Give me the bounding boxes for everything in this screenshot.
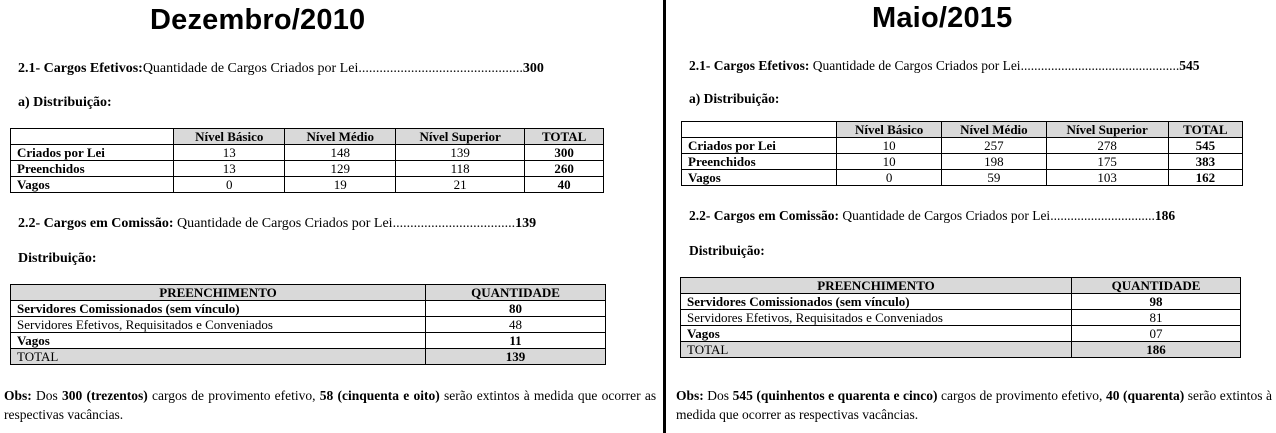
- cell-quantidade: 186: [1072, 342, 1241, 358]
- header-nivel-medio: Nível Médio: [285, 129, 395, 145]
- cell-total: 545: [1168, 138, 1242, 154]
- cell-quantidade: 80: [426, 301, 606, 317]
- cargos-efetivos-label: 2.1- Cargos Efetivos:: [689, 58, 810, 73]
- row-label: TOTAL: [11, 349, 426, 365]
- cell-total: 260: [525, 161, 604, 177]
- cell-superior: 175: [1046, 154, 1168, 170]
- header-nivel-basico: Nível Básico: [837, 122, 942, 138]
- cargos-comissao-table: [680, 277, 1241, 358]
- table-header-row: [681, 278, 1241, 294]
- table-header-row: [11, 285, 606, 301]
- cell-superior: 139: [395, 145, 524, 161]
- cell-basico: 0: [837, 170, 942, 186]
- obs-number-2: 58 (cinquenta e oito): [319, 388, 440, 403]
- cell-medio: 257: [942, 138, 1046, 154]
- table-row: [11, 177, 604, 193]
- cell-superior: 21: [395, 177, 524, 193]
- cargos-comissao-total: 139: [515, 216, 537, 231]
- header-nivel-superior: Nível Superior: [395, 129, 524, 145]
- cell-quantidade: 98: [1072, 294, 1241, 310]
- cell-basico: 0: [174, 177, 285, 193]
- cell-total: 162: [1168, 170, 1242, 186]
- cargos-comissao-text: Quantidade de Cargos Criados por Lei: [177, 216, 393, 231]
- dot-leader: ...............................................: [1020, 58, 1180, 73]
- header-total: TOTAL: [525, 129, 604, 145]
- cargos-comissao-table: [10, 284, 606, 365]
- cell-quantidade: 11: [426, 333, 606, 349]
- header-preenchimento: PREENCHIMENTO: [681, 278, 1072, 294]
- distribuicao-heading-2: Distribuição:: [689, 243, 765, 258]
- obs-number-1: 545 (quinhentos e quarenta e cinco): [732, 388, 938, 403]
- cargos-comissao-label: 2.2- Cargos em Comissão:: [689, 208, 839, 223]
- header-quantidade: QUANTIDADE: [1072, 278, 1241, 294]
- distribuicao-heading: a) Distribuição:: [689, 91, 780, 106]
- panel-title: Dezembro/2010: [150, 4, 366, 36]
- obs-note: [676, 386, 1272, 424]
- cell-basico: 13: [174, 161, 285, 177]
- cargos-efetivos-line: [689, 58, 1199, 74]
- row-label: Vagos: [681, 326, 1072, 342]
- header-nivel-superior: Nível Superior: [1046, 122, 1168, 138]
- header-nivel-basico: Nível Básico: [174, 129, 285, 145]
- cell-superior: 118: [395, 161, 524, 177]
- dot-leader: ...................................: [392, 216, 516, 231]
- header-quantidade: QUANTIDADE: [426, 285, 606, 301]
- cell-quantidade: 81: [1072, 310, 1241, 326]
- obs-text-2: cargos de provimento efetivo,: [941, 388, 1103, 403]
- row-label: Servidores Efetivos, Requisitados e Conveniados: [11, 317, 426, 333]
- cargos-comissao-label: 2.2- Cargos em Comissão:: [18, 216, 174, 231]
- row-label: Vagos: [11, 177, 174, 193]
- cargos-comissao-text: Quantidade de Cargos Criados por Lei: [842, 208, 1051, 223]
- cell-basico: 10: [837, 154, 942, 170]
- panel-maio-2015: [668, 0, 1276, 433]
- table-row: [11, 145, 604, 161]
- row-label: Servidores Comissionados (sem vínculo): [681, 294, 1072, 310]
- panel-title: Maio/2015: [872, 2, 1013, 34]
- table-row: [682, 138, 1243, 154]
- row-label: Criados por Lei: [682, 138, 837, 154]
- table-row: [11, 317, 606, 333]
- cell-quantidade: 139: [426, 349, 606, 365]
- distribuicao-heading: a) Distribuição:: [18, 95, 112, 110]
- cell-quantidade: 48: [426, 317, 606, 333]
- cell-medio: 148: [285, 145, 395, 161]
- cargos-efetivos-total: 300: [522, 61, 544, 76]
- cell-quantidade: 07: [1072, 326, 1241, 342]
- cell-medio: 19: [285, 177, 395, 193]
- cell-total: 300: [525, 145, 604, 161]
- row-label: Servidores Efetivos, Requisitados e Conveniados: [681, 310, 1072, 326]
- row-label: Servidores Comissionados (sem vínculo): [11, 301, 426, 317]
- cell-superior: 103: [1046, 170, 1168, 186]
- row-label: TOTAL: [681, 342, 1072, 358]
- cell-medio: 59: [942, 170, 1046, 186]
- row-label: Criados por Lei: [11, 145, 174, 161]
- cargos-efetivos-line: [18, 61, 544, 77]
- row-label: Vagos: [682, 170, 837, 186]
- table-row: [681, 294, 1241, 310]
- dot-leader: ...............................................: [358, 61, 523, 76]
- cell-basico: 13: [174, 145, 285, 161]
- cargos-efetivos-text: Quantidade de Cargos Criados por Lei: [812, 58, 1021, 73]
- table-header-row: [682, 122, 1243, 138]
- panel-divider: [663, 0, 666, 433]
- cell-superior: 278: [1046, 138, 1168, 154]
- cell-basico: 10: [837, 138, 942, 154]
- cargos-comissao-line: [18, 216, 536, 232]
- cell-medio: 129: [285, 161, 395, 177]
- header-blank: [682, 122, 837, 138]
- obs-text-1: Dos: [36, 388, 58, 403]
- cargos-efetivos-label: 2.1- Cargos Efetivos:: [18, 61, 143, 76]
- header-preenchimento: PREENCHIMENTO: [11, 285, 426, 301]
- row-label: Preenchidos: [11, 161, 174, 177]
- table-total-row: [11, 349, 606, 365]
- table-total-row: [681, 342, 1241, 358]
- obs-note: [4, 386, 656, 424]
- cargos-efetivos-total: 545: [1179, 58, 1200, 73]
- obs-prefix: Obs:: [676, 388, 704, 403]
- obs-text-3: serão extintos à medida que ocorrer as respectivas vacâncias.: [676, 388, 1273, 422]
- table-row: [11, 301, 606, 317]
- cargos-efetivos-table: [681, 121, 1243, 186]
- cargos-comissao-total: 186: [1154, 208, 1176, 223]
- header-total: TOTAL: [1168, 122, 1242, 138]
- table-row: [681, 326, 1241, 342]
- cell-total: 383: [1168, 154, 1242, 170]
- cargos-comissao-line: [689, 208, 1175, 224]
- obs-text-3: serão extintos à medida que ocorrer as respectivas vacâncias.: [4, 388, 657, 422]
- table-row: [682, 170, 1243, 186]
- table-header-row: [11, 129, 604, 145]
- table-row: [681, 310, 1241, 326]
- distribuicao-heading-2: Distribuição:: [18, 251, 97, 266]
- obs-prefix: Obs:: [4, 388, 32, 403]
- cell-medio: 198: [942, 154, 1046, 170]
- header-blank: [11, 129, 174, 145]
- obs-text-2: cargos de provimento efetivo,: [152, 388, 316, 403]
- table-row: [682, 154, 1243, 170]
- cargos-efetivos-text: Quantidade de Cargos Criados por Lei: [142, 61, 359, 76]
- obs-number-2: 40 (quarenta): [1105, 388, 1185, 403]
- row-label: Preenchidos: [682, 154, 837, 170]
- table-row: [11, 161, 604, 177]
- obs-text-1: Dos: [707, 388, 730, 403]
- row-label: Vagos: [11, 333, 426, 349]
- obs-number-1: 300 (trezentos): [62, 388, 148, 403]
- table-row: [11, 333, 606, 349]
- dot-leader: ...............................: [1050, 208, 1155, 223]
- cargos-efetivos-table: [10, 128, 604, 193]
- header-nivel-medio: Nível Médio: [942, 122, 1046, 138]
- cell-total: 40: [525, 177, 604, 193]
